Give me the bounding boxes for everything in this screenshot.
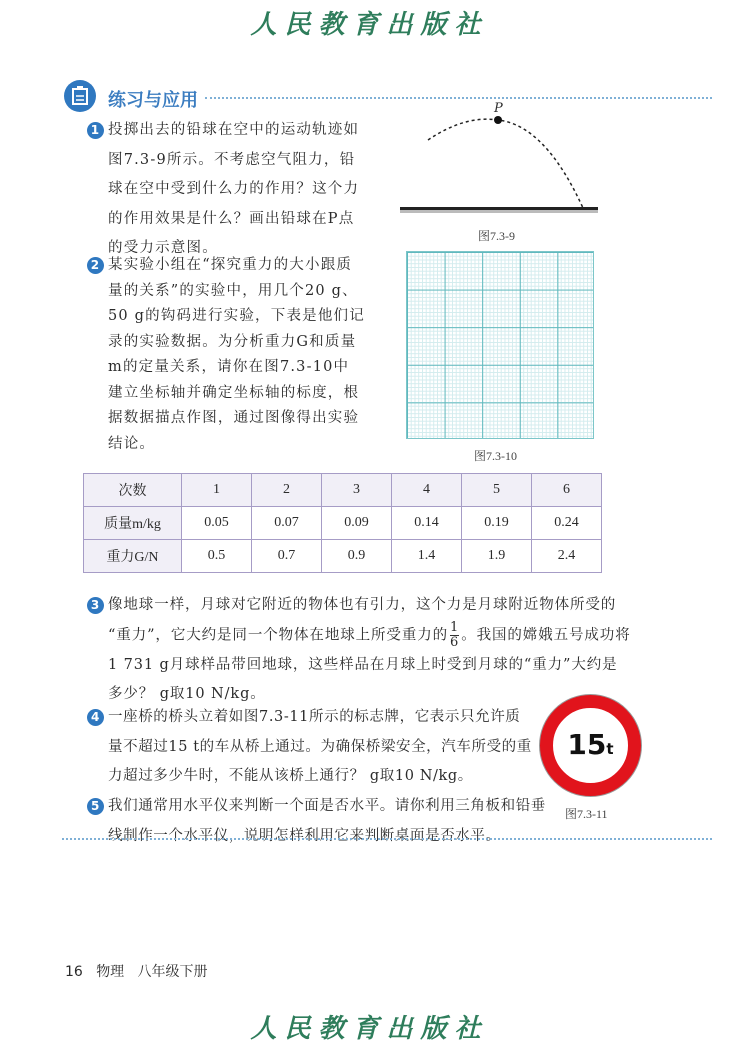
graph-paper-grid[interactable] xyxy=(406,251,594,439)
table-cell: 3 xyxy=(322,474,392,507)
text-line: 线制作一个水平仪，说明怎样利用它来判断桌面是否水平。 xyxy=(108,827,501,844)
text-line: 投掷出去的铅球在空中的运动轨迹如 xyxy=(108,122,360,138)
trajectory-figure xyxy=(395,100,605,220)
text-line: 据数据描点作图，通过图像得出实验 xyxy=(108,410,360,426)
text-line: 1 731 g月球样品带回地球，这些样品在月球上时受到月球的“重力”大约是 xyxy=(108,656,618,673)
sign-unit: t xyxy=(606,740,614,758)
question-3 xyxy=(90,591,668,710)
trajectory-path xyxy=(428,119,583,208)
question-1 xyxy=(90,116,383,264)
fraction xyxy=(450,621,459,650)
subject-label: 物理 xyxy=(96,964,125,980)
point-p xyxy=(494,116,502,124)
page-number: 16 xyxy=(65,964,83,980)
table-cell: 0.7 xyxy=(252,540,322,573)
table-cell: 2 xyxy=(252,474,322,507)
text-line: 我们通常用水平仪来判断一个面是否水平。请你利用三角板和铅垂 xyxy=(108,798,546,814)
section-title: 练习与应用 xyxy=(108,90,198,111)
table-cell: 0.05 xyxy=(182,507,252,540)
question-number: 3 xyxy=(87,597,104,614)
text-line: 的作用效果是什么？画出铅球在P点 xyxy=(108,210,355,227)
section-divider xyxy=(205,97,712,99)
text-line: m的定量关系，请你在图7.3-10中 xyxy=(108,359,350,375)
table-cell: 6 xyxy=(532,474,602,507)
text-line: 的受力示意图。 xyxy=(108,240,218,256)
question-4 xyxy=(91,703,548,792)
ground-line xyxy=(400,207,598,210)
point-p-label: P xyxy=(494,101,503,116)
table-cell: 2.4 xyxy=(532,540,602,573)
text-line: 像地球一样，月球对它附近的物体也有引力，这个力是月球附近物体所受的 xyxy=(108,597,617,613)
text-line: 录的实验数据。为分析重力G和质量 xyxy=(108,333,357,350)
figure-caption: 图7.3-10 xyxy=(474,449,517,463)
text-line: 量的关系”的实验中，用几个20 g、 xyxy=(108,282,358,299)
text-line: 多少？ g取10 N/kg。 xyxy=(108,686,266,702)
table-cell: 0.24 xyxy=(532,507,602,540)
fraction-numerator: 1 xyxy=(450,619,460,635)
question-number: 4 xyxy=(87,709,104,726)
book-label: 八年级下册 xyxy=(137,964,208,980)
figure-caption: 图7.3-11 xyxy=(565,807,608,821)
table-cell: 5 xyxy=(462,474,532,507)
publisher-logo-top: 人民教育出版社 xyxy=(250,10,489,40)
text-line: 量不超过15 t的车从桥上通过。为确保桥梁安全，汽车所受的重 xyxy=(108,738,532,755)
question-2 xyxy=(90,253,383,457)
table-cell: 质量m/kg xyxy=(84,507,182,540)
table-cell: 0.07 xyxy=(252,507,322,540)
exercise-clipboard-icon xyxy=(64,80,96,112)
question-number: 5 xyxy=(87,798,104,815)
table-cell: 次数 xyxy=(84,474,182,507)
table-cell: 重力G/N xyxy=(84,540,182,573)
weight-limit-sign xyxy=(540,695,641,796)
text-line: “重力”，它大约是同一个物体在地球上所受重力的 xyxy=(108,627,449,643)
table-row xyxy=(84,474,602,507)
table-cell: 0.9 xyxy=(322,540,392,573)
data-table xyxy=(83,473,602,573)
question-5 xyxy=(91,792,548,851)
table-cell: 0.19 xyxy=(462,507,532,540)
text-line: 图7.3-9所示。不考虑空气阻力，铅 xyxy=(108,151,356,168)
text-line: 结论。 xyxy=(108,435,156,452)
table-cell: 1.9 xyxy=(462,540,532,573)
text-line: 某实验小组在“探究重力的大小跟质 xyxy=(108,257,353,273)
question-number: 1 xyxy=(87,122,104,139)
table-cell: 0.5 xyxy=(182,540,252,573)
page-footer xyxy=(65,961,208,981)
table-cell: 0.09 xyxy=(322,507,392,540)
table-row xyxy=(84,540,602,573)
section-end-divider xyxy=(62,838,712,840)
table-cell: 4 xyxy=(392,474,462,507)
text-line: 力超过多少牛时，不能从该桥上通行？ g取10 N/kg。 xyxy=(108,768,473,784)
text-line: 建立坐标轴并确定坐标轴的标度，根 xyxy=(108,384,360,401)
table-cell: 1.4 xyxy=(392,540,462,573)
table-row xyxy=(84,507,602,540)
publisher-logo-bottom: 人民教育出版社 xyxy=(250,1014,489,1044)
text-line: 球在空中受到什么力的作用？这个力 xyxy=(108,181,360,197)
text-line: 。我国的嫦娥五号成功将 xyxy=(461,627,631,643)
figure-caption: 图7.3-9 xyxy=(478,229,515,243)
text-line: 50 g的钩码进行实验，下表是他们记 xyxy=(108,308,365,324)
table-cell: 0.14 xyxy=(392,507,462,540)
text-line: 一座桥的桥头立着如图7.3-11所示的标志牌，它表示只允许质 xyxy=(108,709,521,725)
fraction-denominator: 6 xyxy=(450,634,460,650)
table-cell: 1 xyxy=(182,474,252,507)
sign-value: 15 xyxy=(567,728,607,761)
question-number: 2 xyxy=(87,257,104,274)
